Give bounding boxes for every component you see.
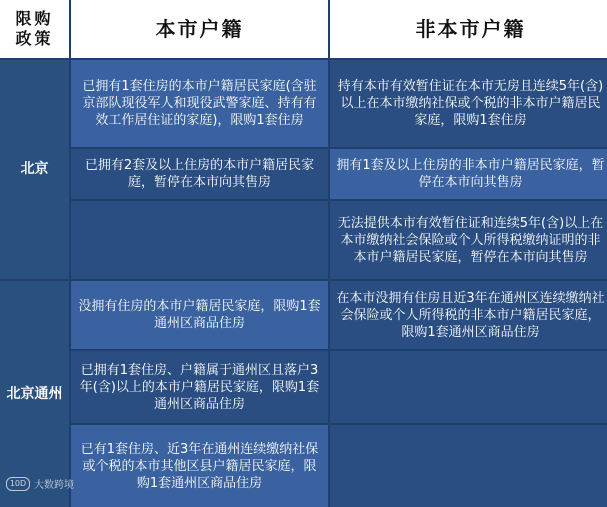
beijing-local-row1: 已拥有1套住房的本市户籍居民家庭(含驻京部队现役军人和现役武警家庭、持有有效工作居住证的家庭)，限购1套住房 — [71, 60, 328, 147]
city-tongzhou: 北京通州 — [0, 281, 69, 507]
tongzhou-local-row2: 已拥有1套住房、户籍属于通州区且落户3年(含)以上的本市户籍居民家庭，限购1套通州区商品住房 — [71, 351, 328, 423]
tongzhou-local-row1: 没拥有住房的本市户籍居民家庭，限购1套通州区商品住房 — [71, 281, 328, 349]
tongzhou-nonlocal-row1: 在本市没拥有住房且近3年在通州区连续缴纳社会保险或个人所得税的非本市户籍居民家庭，限购1套通州区商品住房 — [330, 281, 607, 349]
beijing-local-row2: 已拥有2套及以上住房的本市户籍居民家庭，暂停在本市向其售房 — [71, 149, 328, 199]
watermark — [6, 476, 74, 491]
beijing-nonlocal-row1: 持有本市有效暂住证在本市无房且连续5年(含)以上在本市缴纳社保或个税的非本市户籍居民家庭，限购1套住房 — [330, 60, 607, 147]
beijing-nonlocal-row2: 拥有1套及以上住房的非本市户籍居民家庭，暂停在本市向其售房 — [330, 149, 607, 199]
tongzhou-nonlocal-row2-empty — [330, 351, 607, 423]
header-policy: 限购政策 — [0, 0, 69, 58]
header-nonlocal: 非本市户籍 — [330, 0, 607, 58]
header-local: 本市户籍 — [71, 0, 328, 58]
beijing-local-row3-empty — [71, 201, 328, 279]
watermark-logo-icon: 10D — [6, 477, 30, 491]
beijing-nonlocal-row3: 无法提供本市有效暂住证和连续5年(含)以上在本市缴纳社会保险或个人所得税缴纳证明的非本市户籍居民家庭，暂停在本市向其售房 — [330, 201, 607, 279]
city-beijing: 北京 — [0, 60, 69, 279]
watermark-text: 大数跨境 — [34, 480, 74, 491]
tongzhou-local-row3: 已有1套住房、近3年在通州连续缴纳社保或个税的本市其他区县户籍居民家庭，限购1套通州区商品住房 — [71, 425, 328, 507]
